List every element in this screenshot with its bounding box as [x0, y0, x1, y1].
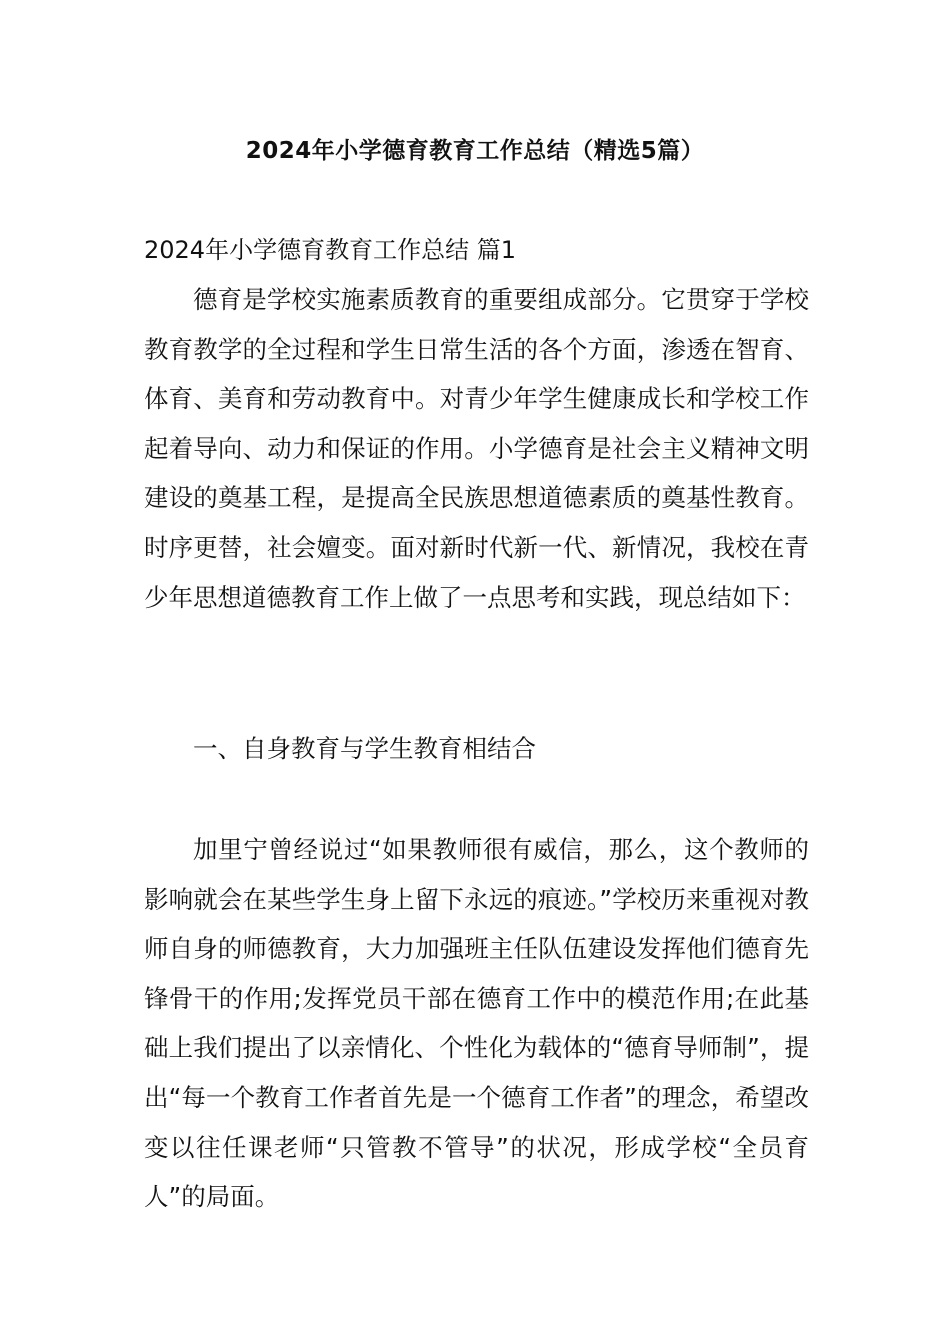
paragraph-subheading: 一、自身教育与学生教育相结合 — [193, 734, 536, 763]
paragraph-body: 加里宁曾经说过“如果教师很有威信，那么，这个教师的影响就会在某些学生身上留下永远的痕迹。”学校历来重视对教师自身的师德教育，大力加强班主任队伍建设发挥他们德育先锋骨干的作用;发挥党员干部在德育工作中的模范作用;在此基础上我们提出了以亲情化、个性化为载体的“德育导师制”，提出“每一个教育工作者首先是一个德育工作者”的理念，希望改变以往任课老师“只管教不管导”的状况，形成学校“全员育人”的局面。 — [144, 835, 809, 1212]
paragraph-intro: 德育是学校实施素质教育的重要组成部分。它贯穿于学校教育教学的全过程和学生日常生活的各个方面，渗透在智育、体育、美育和劳动教育中。对青少年学生健康成长和学校工作起着导向、动力和保证的作用。小学德育是社会主义精神文明建设的奠基工程，是提高全民族思想道德素质的奠基性教育。时序更替，社会嬗变。面对新时代新一代、新情况，我校在青少年思想道德教育工作上做了一点思考和实践，现总结如下： — [144, 285, 809, 612]
section-heading: 2024年小学德育教育工作总结 篇1 — [144, 236, 516, 264]
document-title: 2024年小学德育教育工作总结（精选5篇） — [245, 138, 705, 164]
